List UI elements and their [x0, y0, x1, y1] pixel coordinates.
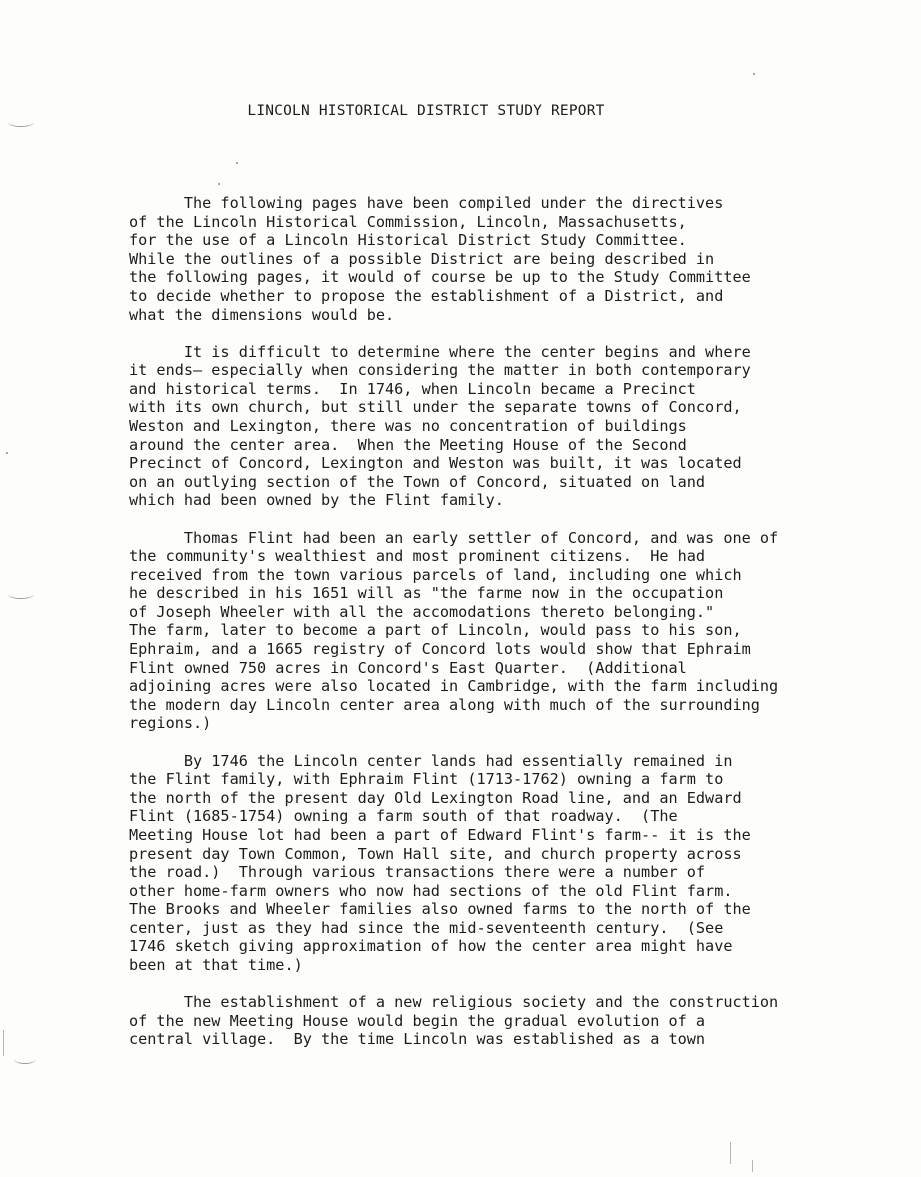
text-line: 1746 sketch giving approximation of how the center area might have [129, 937, 733, 956]
text-line: regions.) [129, 714, 212, 733]
scan-speck [218, 183, 220, 185]
scan-speck [236, 162, 238, 164]
text-line: Thomas Flint had been an early settler of Concord, and was one of [129, 528, 779, 547]
text-line: Flint owned 750 acres in Concord's East Quarter. (Additional [129, 658, 687, 677]
text-line: Flint (1685-1754) owning a farm south of that roadway. (The [129, 807, 678, 826]
text-line: it ends— especially when considering the matter in both contemporary [129, 361, 751, 380]
text-line: been at that time.) [129, 956, 303, 975]
text-line: and historical terms. In 1746, when Lincoln became a Precinct [129, 379, 696, 398]
text-line: Weston and Lexington, there was no concentration of buildings [129, 417, 687, 436]
text-line: the Flint family, with Ephraim Flint (1713-1762) owning a farm to [129, 770, 724, 789]
text-line: The farm, later to become a part of Lincoln, would pass to his son, [129, 621, 742, 640]
scan-line [752, 1160, 753, 1172]
paragraph [129, 529, 889, 734]
text-line: of Joseph Wheeler with all the accomodations thereto belonging." [129, 602, 715, 621]
text-line: other home-farm owners who now had sections of the old Flint farm. [129, 881, 733, 900]
text-line: which had been owned by the Flint family. [129, 491, 504, 510]
scan-speck [6, 452, 8, 454]
text-line: on an outlying section of the Town of Concord, situated on land [129, 472, 706, 491]
margin-mark [8, 118, 34, 127]
text-line: what the dimensions would be. [129, 305, 395, 324]
text-line: adjoining acres were also located in Cambridge, with the farm including [129, 677, 779, 696]
text-line: The following pages have been compiled under the directives [129, 194, 724, 212]
text-line: the road.) Through various transactions there were a number of [129, 863, 706, 882]
margin-mark [14, 1054, 36, 1064]
text-line: Precinct of Concord, Lexington and Weston was built, it was located [129, 454, 742, 473]
report-body [129, 194, 889, 1067]
text-line: It is difficult to determine where the center begins and where [129, 342, 751, 361]
margin-mark [8, 590, 34, 599]
scan-speck [753, 73, 755, 75]
text-line: to decide whether to propose the establishment of a District, and [129, 286, 724, 305]
text-line: the north of the present day Old Lexington Road line, and an Edward [129, 788, 742, 807]
text-line: of the new Meeting House would begin the gradual evolution of a [129, 1011, 706, 1030]
paragraph [129, 752, 889, 975]
text-line: Meeting House lot had been a part of Edward Flint's farm-- it is the [129, 825, 751, 844]
text-line: By 1746 the Lincoln center lands had essentially remained in [129, 751, 733, 770]
scan-line [730, 1142, 731, 1164]
text-line: The Brooks and Wheeler families also owned farms to the north of the [129, 900, 751, 919]
text-line: While the outlines of a possible District are being described in [129, 249, 715, 268]
paragraph [129, 194, 889, 324]
report-title: LINCOLN HISTORICAL DISTRICT STUDY REPORT [247, 103, 605, 119]
text-line: received from the town various parcels of land, including one which [129, 565, 742, 584]
text-line: the community's wealthiest and most prominent citizens. He had [129, 547, 706, 566]
text-line: with its own church, but still under the separate towns of Concord, [129, 398, 742, 417]
text-line: center, just as they had since the mid-seventeenth century. (See [129, 918, 724, 937]
paragraph [129, 993, 889, 1049]
text-line: The establishment of a new religious society and the construction [129, 993, 779, 1012]
text-line: present day Town Common, Town Hall site, and church property across [129, 844, 742, 863]
text-line: of the Lincoln Historical Commission, Lincoln, Massachusetts, [129, 212, 687, 231]
scan-line [3, 1030, 4, 1056]
text-line: he described in his 1651 will as "the farme now in the occupation [129, 584, 724, 603]
text-line: around the center area. When the Meeting House of the Second [129, 435, 687, 454]
text-line: Ephraim, and a 1665 registry of Concord lots would show that Ephraim [129, 640, 751, 659]
text-line: the following pages, it would of course be up to the Study Committee [129, 268, 751, 287]
text-line: for the use of a Lincoln Historical District Study Committee. [129, 231, 687, 250]
paragraph [129, 343, 889, 510]
text-line: the modern day Lincoln center area along with much of the surrounding [129, 695, 760, 714]
text-line: central village. By the time Lincoln was established as a town [129, 1030, 706, 1049]
